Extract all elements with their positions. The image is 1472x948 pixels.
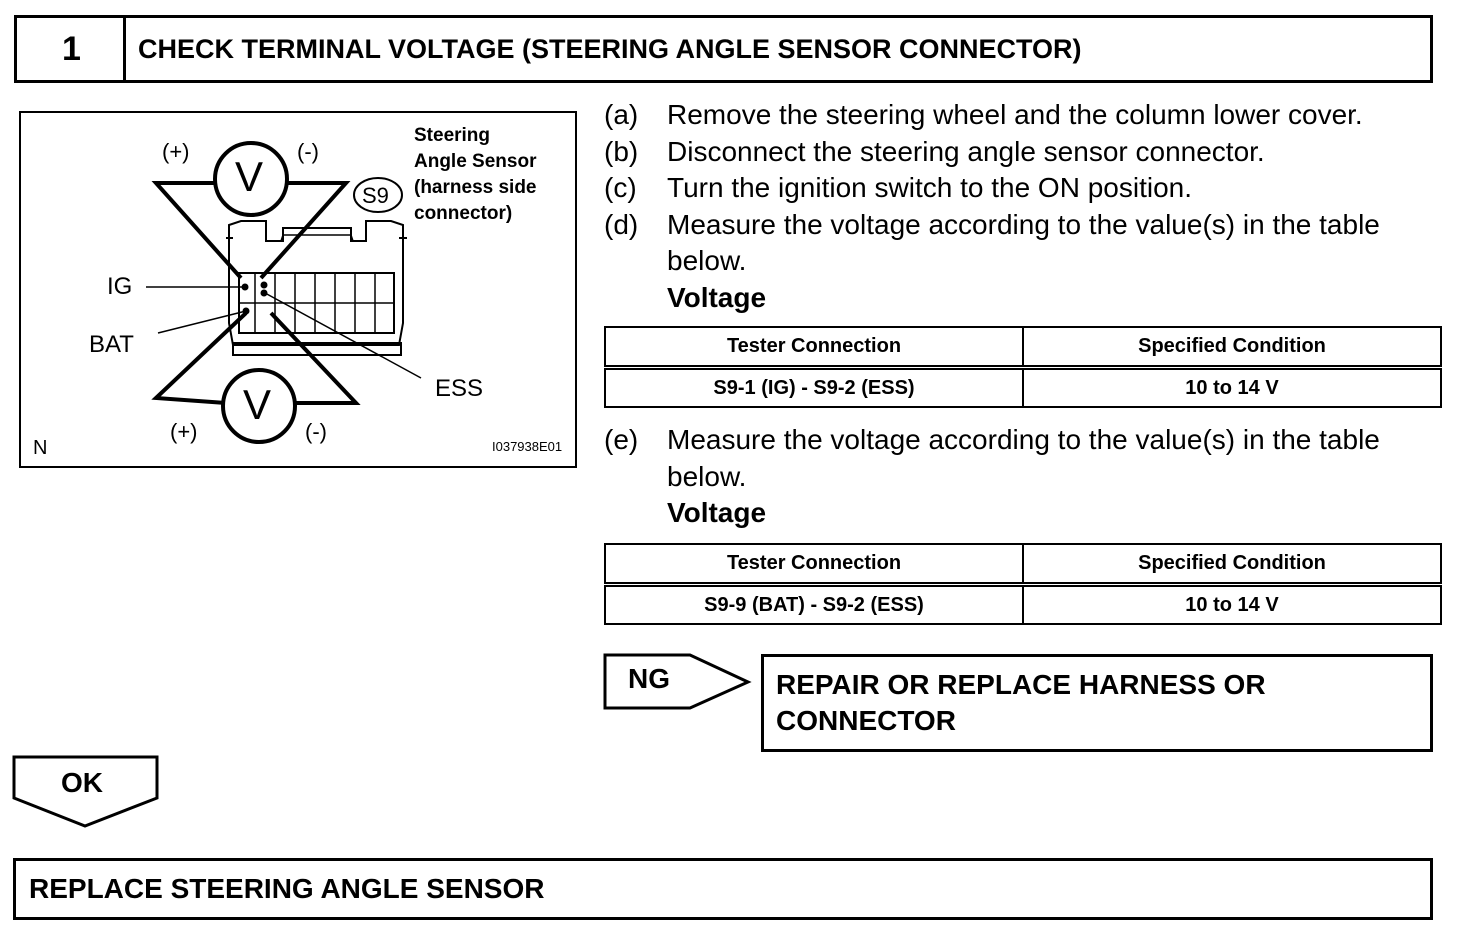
ig-terminal-label: IG	[107, 273, 133, 300]
instruction-item	[604, 97, 1464, 134]
connector-code: S9	[362, 183, 389, 208]
figure-id: I037938E01	[492, 439, 563, 454]
instruction-item	[604, 207, 1464, 280]
instruction-list	[604, 97, 1464, 316]
table-cell: S9-9 (BAT) - S9-2 (ESS)	[605, 585, 1023, 625]
bat-terminal-label: BAT	[89, 331, 134, 358]
voltage-table-1	[604, 326, 1442, 408]
table-header-cell: Specified Condition	[1023, 327, 1441, 368]
instruction-item	[604, 170, 1464, 207]
instruction-text: Turn the ignition switch to the ON position.	[667, 172, 1192, 203]
table-header-cell: Tester Connection	[605, 327, 1023, 368]
table-header-row	[605, 544, 1441, 585]
orientation-label: N	[33, 437, 48, 459]
table-cell: S9-1 (IG) - S9-2 (ESS)	[605, 368, 1023, 408]
instruction-label: (e)	[604, 424, 639, 455]
sensor-label-line: (harness side	[414, 177, 537, 198]
step-number: 1	[14, 15, 126, 83]
sensor-label	[414, 123, 537, 227]
sensor-label-line: connector)	[414, 203, 513, 224]
instruction-text: Measure the voltage according to the value(s) in the table below.	[667, 424, 1380, 492]
table-row	[605, 585, 1441, 625]
instruction-label: (d)	[604, 208, 639, 240]
voltage-table-2	[604, 543, 1442, 625]
upper-minus-label: (-)	[297, 139, 319, 164]
table-header-row	[605, 327, 1441, 368]
sensor-label-line: Steering	[414, 125, 491, 146]
instruction-item	[604, 422, 1464, 495]
instruction-label: (c)	[604, 172, 637, 203]
sensor-label-line: Angle Sensor	[414, 151, 537, 172]
upper-plus-label: (+)	[162, 139, 190, 164]
lower-plus-label: (+)	[170, 419, 198, 444]
instruction-text: Disconnect the steering angle sensor connector.	[667, 135, 1265, 167]
ng-arrow-tag	[603, 653, 753, 711]
table-cell: 10 to 14 V	[1023, 585, 1441, 625]
ng-result-box: REPAIR OR REPLACE HARNESS OR CONNECTOR	[761, 654, 1433, 752]
lower-minus-label: (-)	[305, 419, 327, 444]
ok-result-box: REPLACE STEERING ANGLE SENSOR	[13, 858, 1433, 920]
table-heading: Voltage	[667, 281, 767, 313]
table-header-cell: Tester Connection	[605, 544, 1023, 585]
lower-voltmeter-symbol: V	[243, 381, 272, 428]
instruction-text: Measure the voltage according to the value(s) in the table below.	[667, 208, 1380, 276]
instruction-list-2	[604, 422, 1464, 532]
step-title: CHECK TERMINAL VOLTAGE (STEERING ANGLE SENSOR CONNECTOR)	[123, 15, 1433, 83]
instruction-item	[604, 134, 1464, 171]
table-row	[605, 368, 1441, 408]
ess-terminal-label: ESS	[435, 375, 484, 402]
ng-label: NG	[628, 663, 670, 694]
table-heading: Voltage	[667, 497, 767, 528]
instruction-label: (b)	[604, 135, 639, 167]
upper-voltmeter-symbol: V	[235, 153, 264, 200]
table-header-cell: Specified Condition	[1023, 544, 1441, 585]
table-cell: 10 to 14 V	[1023, 368, 1441, 408]
ok-label: OK	[61, 767, 103, 798]
connector-diagram	[19, 111, 577, 468]
instruction-text: Remove the steering wheel and the column lower cover.	[667, 99, 1363, 130]
instruction-label: (a)	[604, 99, 639, 130]
